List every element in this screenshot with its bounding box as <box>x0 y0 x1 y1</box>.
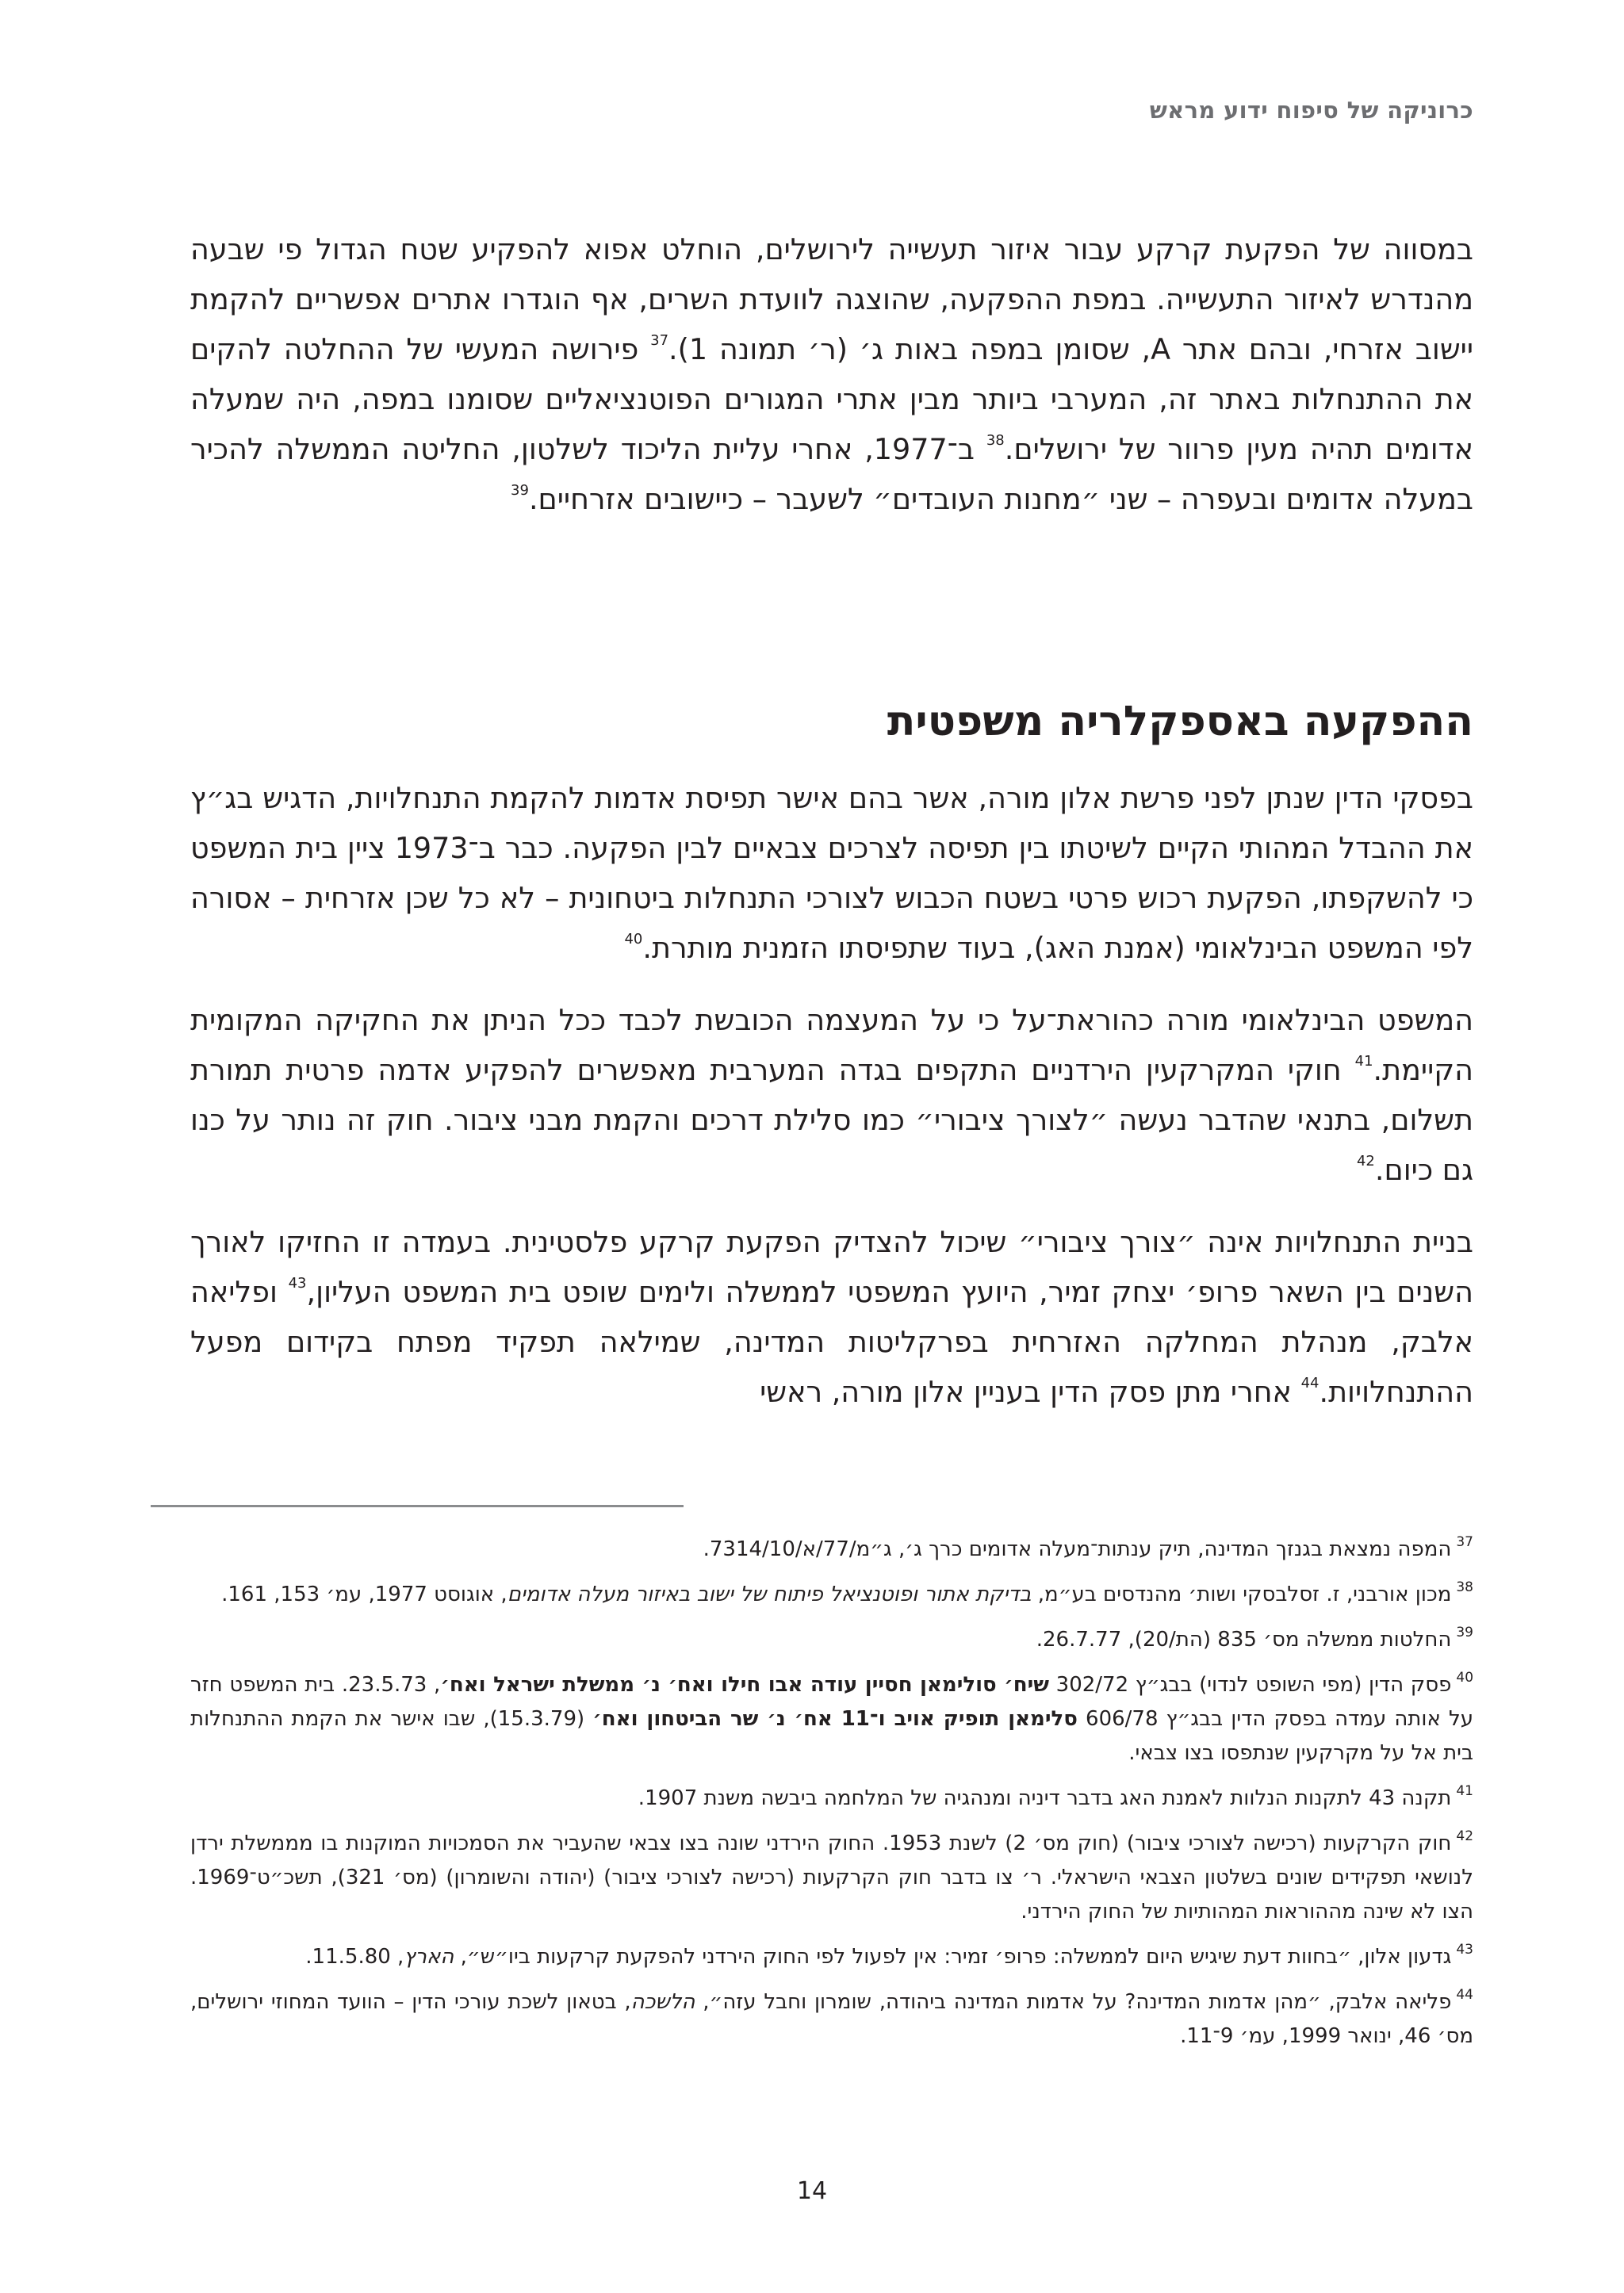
footnote-number: 42 <box>1456 1828 1474 1844</box>
footnote-number: 37 <box>1456 1534 1473 1550</box>
paragraph: בניית התנחלויות אינה ״צורך ציבורי״ שיכול להצדיק הפקעת קרקע פלסטינית. בעמדה זו החזיקו לאורך השנים בין השאר פרופ׳ יצחק זמיר, היועץ המשפטי לממשלה ולימים שופט בית המשפט העליון,$^{43}$ ופליאה אלבק, מנהלת המחלקה האזרחית בפרקליטות המדינה, שמילאה תפקיד מפתח בקידום מפעל ההתנחלויות.$^{44}$ אחרי מתן פסק הדין בעניין אלון מורה, ראשי <box>190 1225 1473 1409</box>
footnote-divider <box>151 1505 684 1507</box>
footnote-ref[interactable]: 38 <box>986 432 1005 449</box>
paragraph: בפסקי הדין שנתן לפני פרשת אלון מורה, אשר בהם אישר תפיסת אדמות להקמת התנחלויות, הדגיש בג״ץ את ההבדל המהותי הקיים לשיטתו בין תפיסה לצרכים צבאיים לבין הפקעה. כבר ב־1973 ציין בית המשפט כי להשקפתו, הפקעת רכוש פרטי בשטח הכבוש לצורכי התנחלות ביטחונית – לא כל שכן אזרחית – אסורה לפי המשפט הבינלאומי (אמנת האג), בעוד שתפיסתו הזמנית מותרת.$^{40}$ <box>190 781 1473 965</box>
body-text-section-1 <box>190 224 1473 546</box>
footnote-number: 39 <box>1456 1625 1473 1640</box>
footnote: $^{37}$המפה נמצאת בגנזך המדינה, תיק ענתות־מעלה אדומים כרך ג׳, ג״מ/77/א/7314/10. <box>703 1534 1473 1561</box>
page-number: 14 <box>796 2177 828 2205</box>
footnote-ref[interactable]: 41 <box>1354 1053 1373 1070</box>
paragraph: המשפט הבינלאומי מורה כהוראת־על כי על המעצמה הכובשת לכבד ככל הניתן את החקיקה המקומית הקיימת.$^{41}$ חוקי המקרקעין הירדניים התקפים בגדה המערבית מאפשרים להפקיע אדמה פרטית תמורת תשלום, בתנאי שהדבר נעשה ״לצורך ציבורי״ כמו סלילת דרכים והקמת מבני ציבור. חוק זה נותר על כנו גם כיום.$^{42}$ <box>190 1003 1473 1187</box>
footnote-number: 38 <box>1456 1579 1473 1595</box>
footnote-ref[interactable]: 42 <box>1356 1153 1375 1169</box>
footnote: $^{41}$תקנה 43 לתקנות הנלוות לאמנת האג בדבר דיניה ומנהגיה של המלחמה ביבשה משנת 1907. <box>638 1783 1473 1810</box>
footnote-number: 41 <box>1456 1783 1473 1799</box>
footnote: $^{40}$פסק הדין (מפי השופט לנדוי) בבג״ץ 302/72 שיח׳ סולימאן חסיין עודה אבו חילו ואח׳ נ׳ ממשלת ישראל ואח׳, 23.5.73. בית המשפט חזר על אותה עמדה בפסק הדין בבג״ץ 606/78 סלימאן תופיק אויב ו־11 אח׳ נ׳ שר הביטחון ואח׳ (15.3.79), שבו אישר את הקמת ההתנחלות בית אל על מקרקעין שנתפסו בצו צבאי. <box>190 1670 1474 1765</box>
paragraph: במסווה של הפקעת קרקע עבור איזור תעשייה לירושלים, הוחלט אפוא להפקיע שטח הגדול פי שבעה מהנדרש לאיזור התעשייה. במפת ההפקעה, שהוצגה לוועדת השרים, אף הוגדרו אתרים אפשריים להקמת יישוב אזרחי, ובהם אתר A, שסומן במפה באות ג׳ (ר׳ תמונה 1).$^{37}$ פירושה המעשי של ההחלטה להקים את ההתנחלות באתר זה, המערבי ביותר מבין אתרי המגורים הפוטנציאליים שסומנו במפה, היה שמעלה אדומים תהיה מעין פרוור של ירושלים.$^{38}$ ב־1977, אחרי עליית הליכוד לשלטון, החליטה הממשלה להכיר במעלה אדומים ובעפרה – שני ״מחנות העובדים״ לשעבר – כיישובים אזרחיים.$^{39}$ <box>190 232 1473 516</box>
body-text-section-2 <box>190 773 1473 1439</box>
footnote-ref[interactable]: 43 <box>288 1275 307 1292</box>
running-head: כרוניקה של סיפוח ידוע מראש <box>1149 97 1473 124</box>
footnote-number: 40 <box>1456 1670 1474 1686</box>
footnote-ref[interactable]: 39 <box>511 482 529 499</box>
footnote: $^{38}$מכון אורבני, ז. זסלבסקי ושות׳ מהנדסים בע״מ, בדיקת אתור ופוטנציאל פיתוח של ישוב באיזור מעלה אדומים, אוגוסט 1977, עמ׳ 153, 161. <box>221 1579 1473 1606</box>
footnote-ref[interactable]: 44 <box>1300 1375 1320 1391</box>
section-heading: ההפקעה באספקלריה משפטית <box>887 698 1473 745</box>
footnote: $^{43}$גדעון אלון, ״בחוות דעת שיגיש היום לממשלה: פרופ׳ זמיר: אין לפעול לפי החוק הירדני להפקעת קרקעות ביו״ש״, הארץ, 11.5.80. <box>305 1942 1473 1969</box>
footnote-number: 44 <box>1456 1987 1473 2003</box>
footnote-number: 43 <box>1456 1942 1473 1958</box>
footnote: $^{44}$פליאה אלבק, ״מהן אדמות המדינה? על אדמות המדינה ביהודה, שומרון וחבל עזה״, הלשכה, בטאון לשכת עורכי הדין – הוועד המחוזי ירושלים, מס׳ 46, ינואר 1999, עמ׳ 9־11. <box>190 1987 1473 2048</box>
footnotes <box>190 1533 1473 2065</box>
footnote-ref[interactable]: 40 <box>624 931 643 947</box>
footnote: $^{42}$חוק הקרקעות (רכישה לצורכי ציבור) (חוק מס׳ 2) לשנת 1953. החוק הירדני שונה בצו צבאי שהעביר את הסמכויות המוקנות בו מממשלת ירדן לנושאי תפקידים שונים בשלטון הצבאי הישראלי. ר׳ צו בדבר חוק הקרקעות (רכישה לצורכי ציבור) (יהודה והשומרון) (מס׳ 321), תשכ״ט־1969. הצו לא שינה מההוראות המהותיות של החוק הירדני. <box>190 1828 1474 1924</box>
footnote: $^{39}$החלטות ממשלה מס׳ 835 (הת/20), 26.7.77. <box>1036 1625 1473 1652</box>
footnote-ref[interactable]: 37 <box>650 332 669 349</box>
